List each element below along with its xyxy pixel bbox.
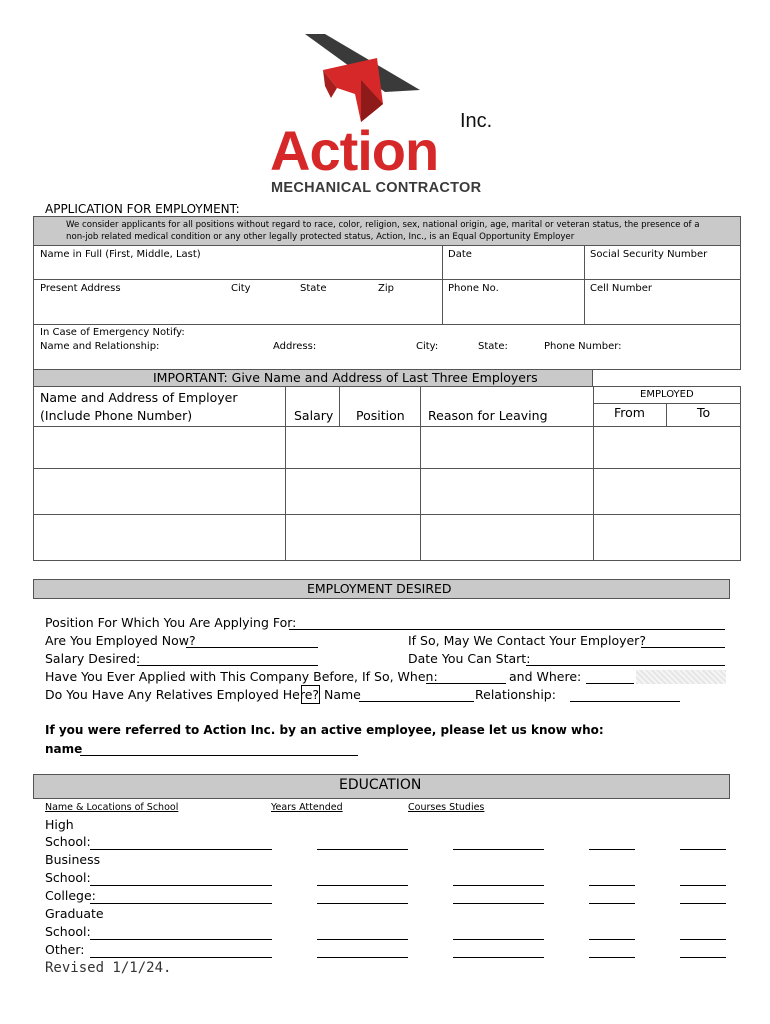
form-title: APPLICATION FOR EMPLOYMENT:: [45, 202, 240, 216]
logo-tagline: MECHANICAL CONTRACTOR: [271, 180, 482, 196]
table-row[interactable]: [285, 514, 421, 561]
referral-name-input[interactable]: [80, 755, 358, 756]
col-position: Position: [356, 408, 405, 423]
revised-date: Revised 1/1/24.: [45, 960, 172, 976]
col-school: Name & Locations of School: [45, 802, 179, 813]
label-zip: Zip: [378, 283, 394, 294]
salary-input[interactable]: [137, 665, 318, 666]
label-date: Date: [448, 249, 472, 260]
where-field-shaded[interactable]: [636, 670, 726, 684]
col-years: Years Attended: [271, 802, 343, 813]
business-extra2-input[interactable]: [680, 885, 726, 886]
graduate-school-input[interactable]: [90, 939, 272, 940]
label-em-state: State:: [478, 341, 508, 352]
table-row[interactable]: [285, 468, 421, 515]
table-row[interactable]: [593, 514, 741, 561]
college-extra-input[interactable]: [589, 903, 635, 904]
edu-college: College:: [45, 888, 96, 903]
other-years-input[interactable]: [317, 957, 408, 958]
label-em-city: City:: [416, 341, 439, 352]
college-extra2-input[interactable]: [680, 903, 726, 904]
applied-when-input[interactable]: [426, 683, 506, 684]
eeo-notice: We consider applicants for all positions without regard to race, color, religion, sex, national origin, age, marital or veteran status, the presence of a non-job related medical condition or any other legally protected status, Action, Inc., is an Equal Opportunity Employer: [66, 220, 700, 242]
q-relatives: Do You Have Any Relatives Employed Here?: [45, 687, 320, 702]
col-employed: EMPLOYED: [640, 389, 694, 400]
high-school-input[interactable]: [90, 849, 272, 850]
company-logo: [265, 30, 515, 200]
label-name-full: Name in Full (First, Middle, Last): [40, 249, 201, 260]
edu-business-2: School:: [45, 870, 91, 885]
edu-business-1: Business: [45, 852, 101, 867]
contact-input[interactable]: [641, 647, 725, 648]
graduate-courses-input[interactable]: [453, 939, 544, 940]
business-school-input[interactable]: [90, 885, 272, 886]
label-cell: Cell Number: [590, 283, 653, 294]
table-row[interactable]: [593, 468, 741, 515]
employed-input[interactable]: [186, 647, 318, 648]
table-row[interactable]: [33, 514, 286, 561]
edu-high-1: High: [45, 817, 74, 832]
q-position: Position For Which You Are Applying For:: [45, 615, 297, 630]
edu-high-2: School:: [45, 834, 91, 849]
col-to: To: [697, 405, 711, 420]
table-row[interactable]: [593, 426, 741, 469]
other-extra2-input[interactable]: [680, 957, 726, 958]
graduate-years-input[interactable]: [317, 939, 408, 940]
college-input[interactable]: [90, 903, 272, 904]
graduate-extra-input[interactable]: [589, 939, 635, 940]
col-salary: Salary: [294, 408, 334, 423]
q-contact: If So, May We Contact Your Employer?: [408, 633, 646, 648]
col-reason: Reason for Leaving: [428, 408, 548, 423]
q-employed: Are You Employed Now?: [45, 633, 196, 648]
table-row[interactable]: [33, 468, 286, 515]
graduate-extra2-input[interactable]: [680, 939, 726, 940]
table-row[interactable]: [420, 426, 594, 469]
applied-where-input[interactable]: [586, 683, 634, 684]
edu-other: Other:: [45, 942, 85, 957]
high-years-input[interactable]: [317, 849, 408, 850]
label-state: State: [300, 283, 327, 294]
table-row[interactable]: [420, 468, 594, 515]
label-emergency-1: In Case of Emergency Notify:: [40, 327, 185, 338]
logo-inc: Inc.: [460, 110, 493, 132]
q-salary: Salary Desired:: [45, 651, 141, 666]
label-phone: Phone No.: [448, 283, 499, 294]
business-extra-input[interactable]: [589, 885, 635, 886]
logo-name: Action: [270, 119, 439, 182]
label-em-phone: Phone Number:: [544, 341, 622, 352]
table-row[interactable]: [33, 426, 286, 469]
table-row[interactable]: [285, 426, 421, 469]
other-courses-input[interactable]: [453, 957, 544, 958]
col-courses: Courses Studies: [408, 802, 485, 813]
high-courses-input[interactable]: [453, 849, 544, 850]
q-where: and Where:: [509, 669, 582, 684]
high-extra2-input[interactable]: [680, 849, 726, 850]
college-courses-input[interactable]: [453, 903, 544, 904]
label-address: Present Address: [40, 283, 121, 294]
label-em-address: Address:: [273, 341, 317, 352]
edu-graduate-1: Graduate: [45, 906, 104, 921]
q-start: Date You Can Start:: [408, 651, 531, 666]
business-courses-input[interactable]: [453, 885, 544, 886]
education-heading: EDUCATION: [339, 777, 422, 793]
college-years-input[interactable]: [317, 903, 408, 904]
high-extra-input[interactable]: [589, 849, 635, 850]
important-heading: IMPORTANT: Give Name and Address of Last Three Employers: [153, 370, 538, 385]
referral-name-label: name: [45, 742, 83, 756]
relative-name-input[interactable]: [359, 701, 474, 702]
other-school-input[interactable]: [90, 957, 272, 958]
col-from: From: [614, 405, 645, 420]
other-extra-input[interactable]: [589, 957, 635, 958]
label-ssn: Social Security Number: [590, 249, 708, 260]
edu-graduate-2: School:: [45, 924, 91, 939]
relationship-input[interactable]: [570, 701, 680, 702]
label-emergency-2: Name and Relationship:: [40, 341, 160, 352]
employment-desired-heading: EMPLOYMENT DESIRED: [307, 581, 452, 596]
position-input[interactable]: [289, 629, 725, 630]
col-employer-1: Name and Address of Employer: [40, 390, 238, 405]
col-employer-2: (Include Phone Number): [40, 408, 193, 423]
start-date-input[interactable]: [526, 665, 725, 666]
table-row[interactable]: [420, 514, 594, 561]
q-relationship: Relationship:: [475, 687, 556, 702]
relatives-checkbox[interactable]: [301, 685, 320, 704]
q-name: Name: [324, 687, 361, 702]
business-years-input[interactable]: [317, 885, 408, 886]
label-city: City: [231, 283, 251, 294]
referral-text: If you were referred to Action Inc. by an active employee, please let us know who:: [45, 723, 604, 737]
q-applied: Have You Ever Applied with This Company Before, If So, When:: [45, 669, 438, 684]
